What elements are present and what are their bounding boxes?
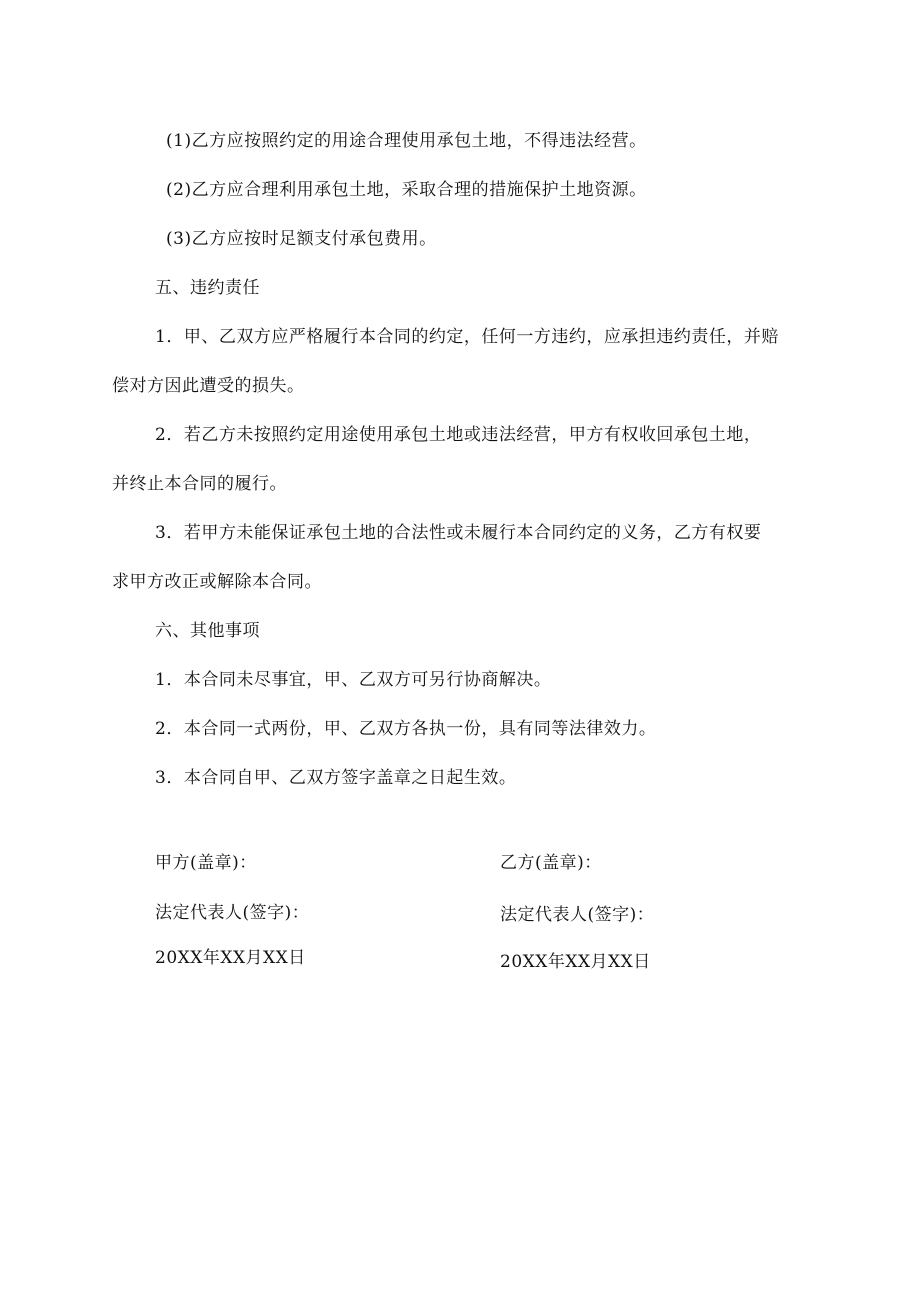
- party-a-date: 20XX年XX月XX日: [155, 948, 306, 968]
- clause-5-2-line1: 2．若乙方未按照约定用途使用承包土地或违法经营，甲方有权收回承包土地，: [155, 425, 762, 445]
- clause-4-3: (3)乙方应按时足额支付承包费用。: [166, 229, 437, 249]
- clause-6-1: 1．本合同未尽事宜，甲、乙双方可另行协商解决。: [155, 670, 552, 690]
- clause-5-3-line2: 求甲方改正或解除本合同。: [112, 572, 322, 592]
- clause-6-2: 2．本合同一式两份，甲、乙双方各执一份，具有同等法律效力。: [155, 719, 657, 739]
- clause-6-3: 3．本合同自甲、乙双方签字盖章之日起生效。: [155, 768, 517, 788]
- clause-5-1-line2: 偿对方因此遭受的损失。: [112, 376, 305, 396]
- clause-5-2-line2: 并终止本合同的履行。: [112, 474, 287, 494]
- clause-4-1: (1)乙方应按照约定的用途合理使用承包土地，不得违法经营。: [166, 131, 647, 151]
- clause-4-2: (2)乙方应合理利用承包土地，采取合理的措施保护土地资源。: [166, 180, 647, 200]
- party-b-date: 20XX年XX月XX日: [500, 952, 651, 972]
- party-b-seal-label: 乙方(盖章)：: [500, 853, 602, 873]
- section-6-heading: 六、其他事项: [155, 621, 260, 641]
- clause-5-3-line1: 3．若甲方未能保证承包土地的合法性或未履行本合同约定的义务，乙方有权要: [155, 523, 762, 543]
- clause-5-1-line1: 1．甲、乙双方应严格履行本合同的约定，任何一方违约，应承担违约责任，并赔: [155, 327, 779, 347]
- section-5-heading: 五、违约责任: [155, 278, 260, 298]
- party-a-rep-label: 法定代表人(签字)：: [155, 903, 310, 923]
- party-a-seal-label: 甲方(盖章)：: [155, 853, 257, 873]
- party-b-rep-label: 法定代表人(签字)：: [500, 905, 655, 925]
